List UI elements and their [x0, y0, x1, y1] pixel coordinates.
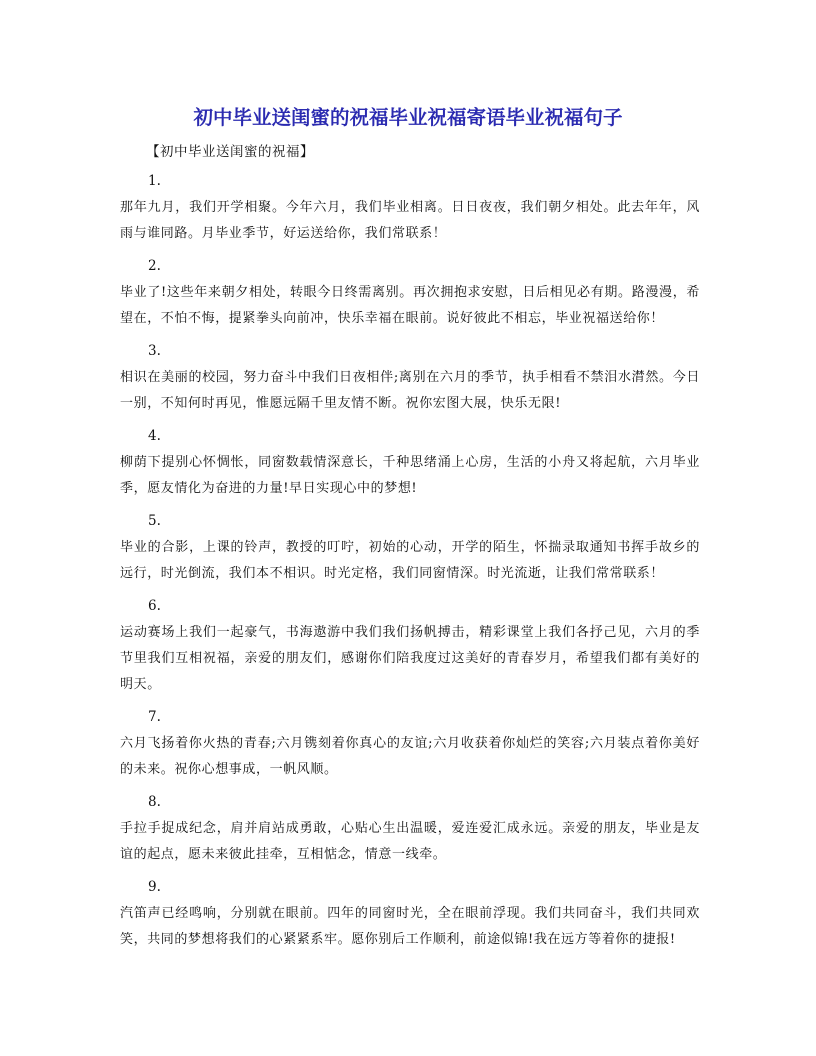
list-item	[120, 508, 700, 587]
entry-number: 9.	[148, 879, 161, 895]
list-item	[120, 253, 700, 332]
entry-text: 手拉手捉成纪念，肩并肩站成勇敢，心贴心生出温暖，爱连爱汇成永远。亲爱的朋友，毕业是友谊的起点，愿未来彼此挂牵，互相惦念，情意一线牵。	[120, 821, 700, 862]
entry-text: 柳荫下提别心怀惆怅，同窗数载情深意长，千种思绪涌上心房，生活的小舟又将起航，六月毕业季，愿友情化为奋进的力量!早日实现心中的梦想!	[120, 455, 700, 496]
list-item	[120, 874, 700, 953]
entry-text: 汽笛声已经鸣响，分别就在眼前。四年的同窗时光，全在眼前浮现。我们共同奋斗，我们共同欢笑，共同的梦想将我们的心紧紧系牢。愿你别后工作顺利，前途似锦!我在远方等着你的捷报!	[120, 906, 700, 947]
entry-number: 5.	[148, 513, 161, 529]
entry-text: 六月飞扬着你火热的青春;六月镌刻着你真心的友谊;六月收获着你灿烂的笑容;六月装点着你美好的未来。祝你心想事成，一帆风顺。	[120, 736, 700, 777]
section-heading: 【初中毕业送闺蜜的祝福】	[146, 144, 314, 160]
entry-text: 毕业的合影，上课的铃声，教授的叮咛，初始的心动，开学的陌生，怀揣录取通知书挥手故乡的远行，时光倒流，我们本不相识。时光定格，我们同窗情深。时光流逝，让我们常常联系！	[120, 540, 700, 581]
entry-number: 2.	[148, 258, 161, 274]
list-item	[120, 338, 700, 417]
entry-number: 8.	[148, 794, 161, 810]
entry-text: 运动赛场上我们一起豪气，书海遨游中我们我们扬帆搏击，精彩课堂上我们各抒己见，六月的季节里我们互相祝福，亲爱的朋友们，感谢你们陪我度过这美好的青春岁月，希望我们都有美好的明天。	[120, 625, 700, 692]
entry-list	[120, 168, 700, 959]
entry-number: 6.	[148, 598, 161, 614]
entry-number: 1.	[148, 173, 161, 189]
list-item	[120, 789, 700, 868]
list-item	[120, 423, 700, 502]
list-item	[120, 593, 700, 698]
entry-text: 毕业了!这些年来朝夕相处，转眼今日终需离别。再次拥抱求安慰，日后相见必有期。路漫漫，希望在，不怕不悔，提紧拳头向前冲，快乐幸福在眼前。说好彼此不相忘，毕业祝福送给你！	[120, 285, 700, 326]
list-item	[120, 168, 700, 247]
page-title: 初中毕业送闺蜜的祝福毕业祝福寄语毕业祝福句子	[193, 106, 623, 129]
list-item	[120, 704, 700, 783]
entry-number: 3.	[148, 343, 161, 359]
entry-text: 那年九月，我们开学相聚。今年六月，我们毕业相离。日日夜夜，我们朝夕相处。此去年年，风雨与谁同路。月毕业季节，好运送给你，我们常联系！	[120, 200, 700, 241]
entry-text: 相识在美丽的校园，努力奋斗中我们日夜相伴;离别在六月的季节，执手相看不禁泪水潸然。今日一别，不知何时再见，惟愿远隔千里友情不断。祝你宏图大展，快乐无限!	[120, 370, 700, 411]
entry-number: 4.	[148, 428, 161, 444]
entry-number: 7.	[148, 709, 161, 725]
